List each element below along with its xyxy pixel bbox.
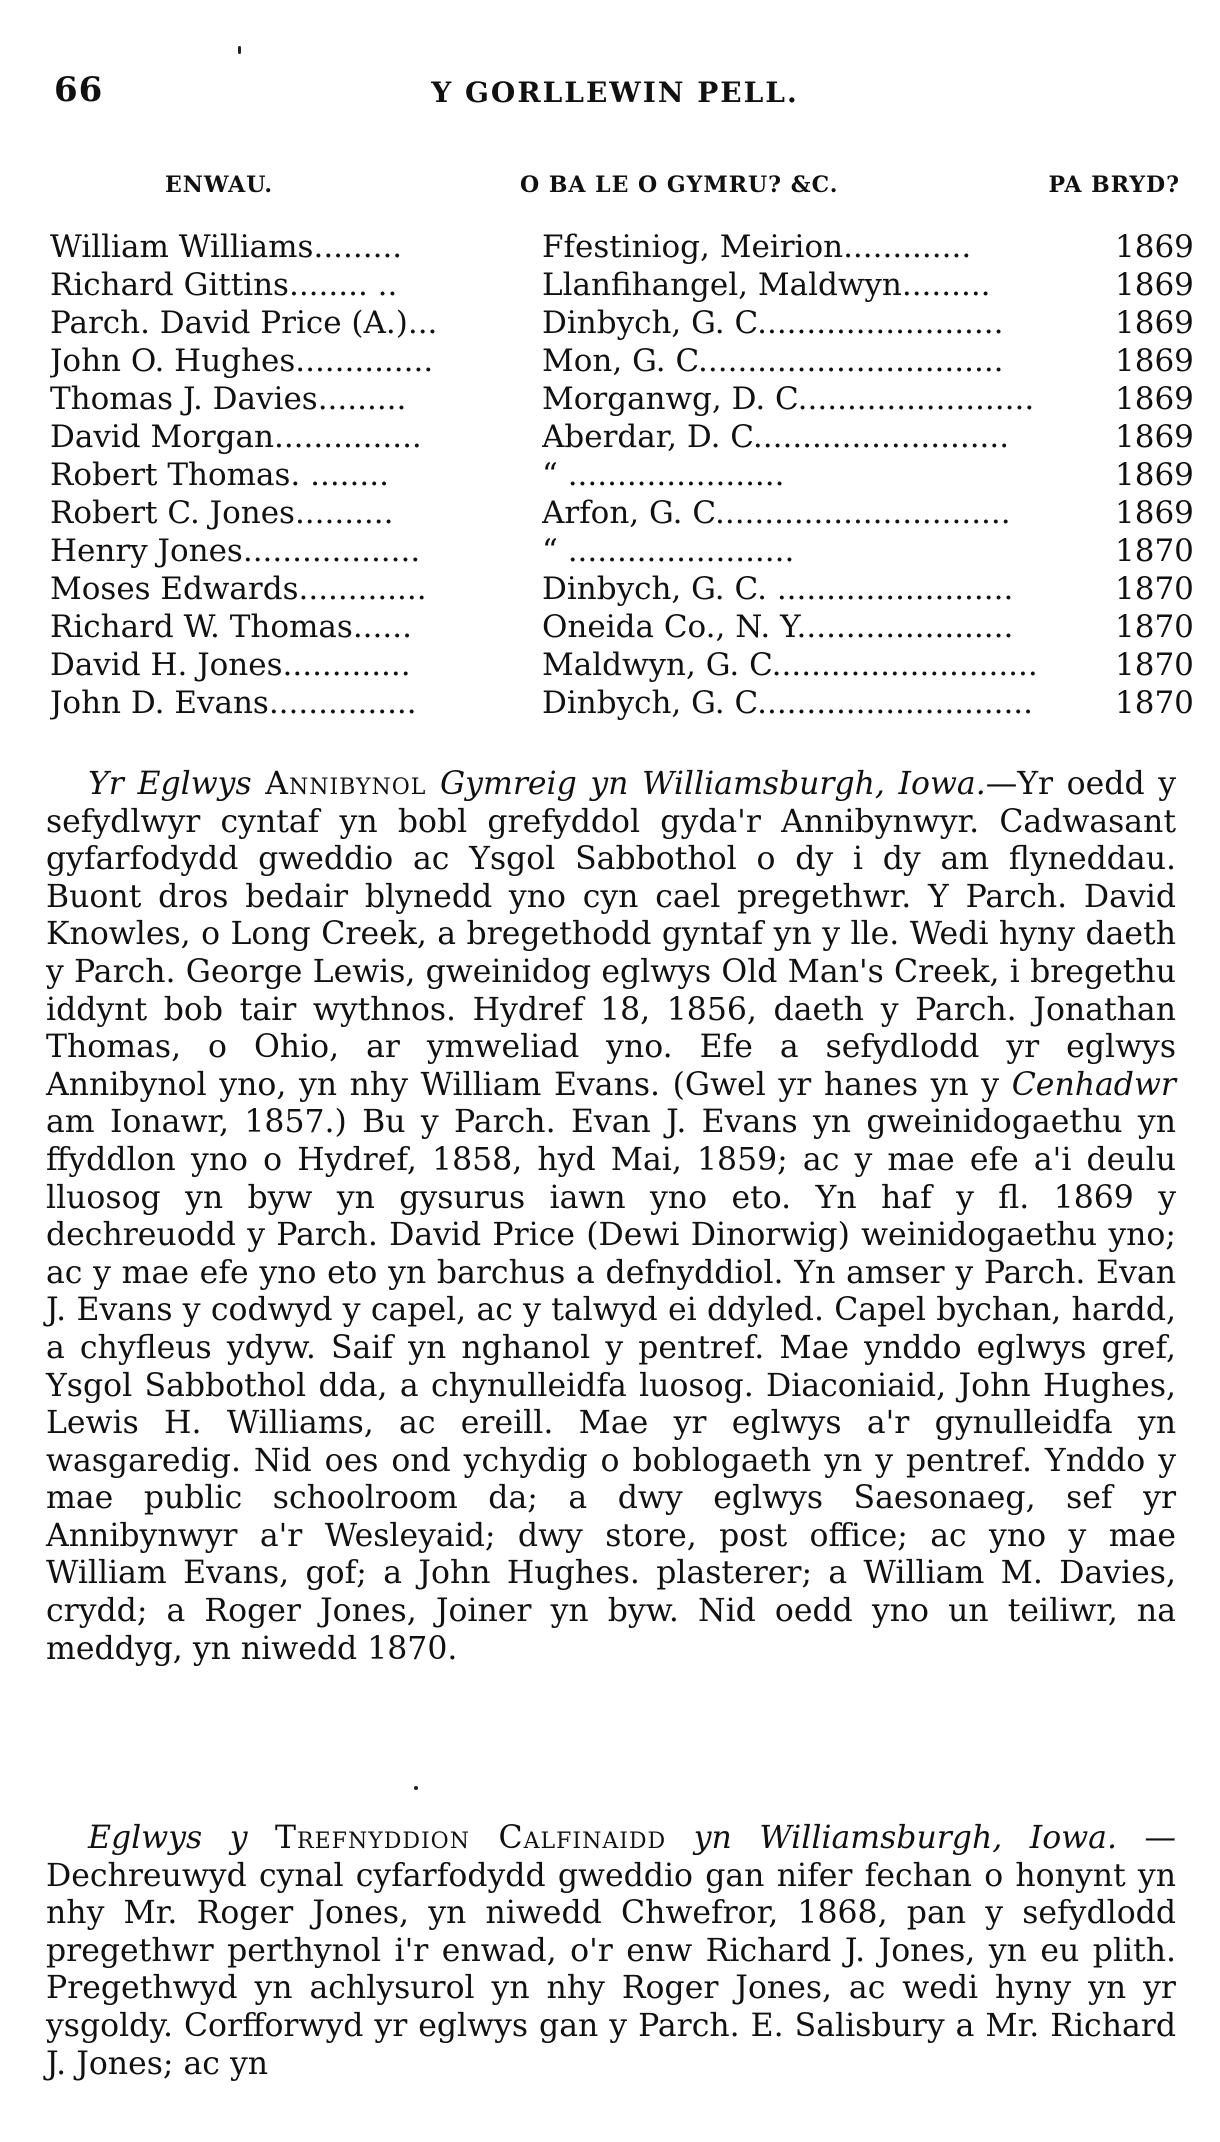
settler-name: Parch. David Price (A.)...	[50, 305, 438, 341]
origin-place: Llanfihangel, Maldwyn.........	[542, 267, 991, 303]
settler-name: Moses Edwards.............	[50, 571, 427, 607]
paragraph-lead-italic-location: Gymreig yn Williamsburgh, Iowa.	[439, 766, 986, 802]
table-row	[50, 646, 1194, 684]
arrival-year: 1870	[1115, 685, 1194, 721]
table-row	[50, 228, 1194, 266]
denomination-name: Trefnyddion Calfinaidd	[275, 1820, 667, 1856]
arrival-year: 1869	[1115, 305, 1194, 341]
page-header	[50, 70, 1180, 120]
origin-place: Aberdar, D. C..........................	[542, 419, 1010, 455]
column-header-names: ENWAU.	[165, 172, 274, 198]
page-number: 66	[54, 70, 104, 110]
settler-name: William Williams.........	[50, 229, 403, 265]
paragraph-text: —Yr oedd y sefydlwyr cyntaf yn bobl grefyddol gyda'r Annibynwyr. Cadwasant gyfarfodydd gweddio ac Ysgol Sabbothol o dy i dy am flyneddau. Buont dros bedair blynedd yno cyn cael pregethwr. Y Parch. David Knowles, o Long Creek, a bregethodd gyntaf yn y lle. Wedi hyny daeth y Parch. George Lewis, gweinidog eglwys Old Man's Creek, i bregethu iddynt bob tair wythnos. Hydref 18, 1856, daeth y Parch. Jonathan Thomas, o Ohio, ar ymweliad yno. Efe a sefydlodd yr eglwys Annibynol yno, yn nhy William Evans. (Gwel yr hanes yn y	[46, 766, 1177, 1103]
origin-place: Ffestiniog, Meirion.............	[542, 229, 972, 265]
arrival-year: 1869	[1115, 419, 1194, 455]
settler-name: John D. Evans...............	[50, 685, 417, 721]
settlers-table	[50, 228, 1194, 722]
arrival-year: 1870	[1115, 609, 1194, 645]
origin-place: Morganwg, D. C........................	[542, 381, 1035, 417]
origin-place: Maldwyn, G. C...........................	[542, 647, 1038, 683]
origin-place: Mon, G. C...............................	[542, 343, 1004, 379]
table-row	[50, 342, 1194, 380]
arrival-year: 1870	[1115, 647, 1194, 683]
settler-name: Richard W. Thomas......	[50, 609, 412, 645]
arrival-year: 1870	[1115, 571, 1194, 607]
settler-name: Robert C. Jones..........	[50, 495, 394, 531]
paragraph-lead-italic-location: yn Williamsburgh, Iowa.	[693, 1820, 1117, 1856]
table-row	[50, 418, 1194, 456]
table-row	[50, 684, 1194, 722]
paragraph-calvinistic-church	[46, 1820, 1176, 2083]
settler-name: John O. Hughes..............	[50, 343, 434, 379]
arrival-year: 1869	[1115, 381, 1194, 417]
arrival-year: 1870	[1115, 533, 1194, 569]
settler-name: Richard Gittins........ ..	[50, 267, 398, 303]
table-column-headers	[50, 172, 1180, 212]
table-row	[50, 608, 1194, 646]
paragraph-body	[46, 766, 1176, 1668]
table-row	[50, 494, 1194, 532]
arrival-year: 1869	[1115, 495, 1194, 531]
arrival-year: 1869	[1115, 267, 1194, 303]
paragraph-text-continued: am Ionawr, 1857.) Bu y Parch. Evan J. Evans yn gweinidogaethu yn ffyddlon yno o Hydref, 1858, hyd Mai, 1859; ac y mae efe a'i deulu lluosog yn byw yn gysurus iawn yno eto. Yn haf y fl. 1869 y dechreuodd y Parch. David Price (Dewi Dinorwig) weinidogaethu yno; ac y mae efe yno eto yn barchus a defnyddiol. Yn amser y Parch. Evan J. Evans y codwyd y capel, ac y talwyd ei ddyled. Capel bychan, hardd, a chyfleus ydyw. Saif yn nghanol y pentref. Mae ynddo eglwys gref, Ysgol Sabbothol dda, a chynulleidfa luosog. Diaconiaid, John Hughes, Lewis H. Williams, ac ereill. Mae yr eglwys a'r gynulleidfa yn wasgaredig. Nid oes ond ychydig o boblogaeth yn y pentref. Ynddo y mae public schoolroom da; a dwy eglwys Saesonaeg, sef yr Annibynwyr a'r Wesleyaid; dwy store, post office; ac yno y mae William Evans, gof; a John Hughes. plasterer; a William M. Davies, crydd; a Roger Jones, Joiner yn byw. Nid oedd yno un teiliwr, na meddyg, yn niwedd 1870.	[46, 1104, 1176, 1667]
origin-place: Dinbych, G. C.........................	[542, 305, 1004, 341]
ink-speck	[414, 1786, 418, 1790]
origin-place: Dinbych, G. C............................	[542, 685, 1034, 721]
arrival-year: 1869	[1115, 457, 1194, 493]
ink-speck	[238, 46, 241, 54]
origin-place: Arfon, G. C..............................	[542, 495, 1011, 531]
running-title: Y GORLLEWIN PELL.	[431, 76, 799, 109]
paragraph-independent-church	[46, 766, 1176, 1668]
origin-place: “ .......................	[542, 533, 795, 569]
settler-name: Thomas J. Davies.........	[50, 381, 407, 417]
paragraph-body	[46, 1820, 1176, 2083]
origin-place: Dinbych, G. C. ........................	[542, 571, 1014, 607]
table-row	[50, 532, 1194, 570]
settler-name: Henry Jones..................	[50, 533, 421, 569]
settler-name: David Morgan...............	[50, 419, 422, 455]
arrival-year: 1869	[1115, 229, 1194, 265]
paragraph-lead-italic: Eglwys y	[88, 1820, 248, 1856]
table-row	[50, 380, 1194, 418]
paragraph-text: —Dechreuwyd cynal cyfarfodydd gweddio gan nifer fechan o honynt yn nhy Mr. Roger Jones, yn niwedd Chwefror, 1868, pan y sefydlodd pregethwr perthynol i'r enwad, o'r enw Richard J. Jones, yn eu plith. Pregethwyd yn achlysurol yn nhy Roger Jones, ac wedi hyny yn yr ysgoldy. Corfforwyd yr eglwys gan y Parch. E. Salisbury a Mr. Richard J. Jones; ac yn	[46, 1820, 1177, 2082]
arrival-year: 1869	[1115, 343, 1194, 379]
denomination-name: Annibynol	[265, 766, 427, 802]
table-row	[50, 456, 1194, 494]
settler-name: David H. Jones.............	[50, 647, 411, 683]
origin-place: Oneida Co., N. Y......................	[542, 609, 1014, 645]
table-row	[50, 266, 1194, 304]
table-row	[50, 570, 1194, 608]
periodical-reference: Cenhadwr	[1011, 1066, 1176, 1103]
paragraph-lead-italic: Yr Eglwys	[88, 766, 252, 802]
table-row	[50, 304, 1194, 342]
origin-place: “ ......................	[542, 457, 785, 493]
column-header-year: PA BRYD?	[1048, 172, 1180, 198]
column-header-origin: O BA LE O GYMRU? &C.	[520, 172, 839, 198]
settler-name: Robert Thomas. ........	[50, 457, 389, 493]
